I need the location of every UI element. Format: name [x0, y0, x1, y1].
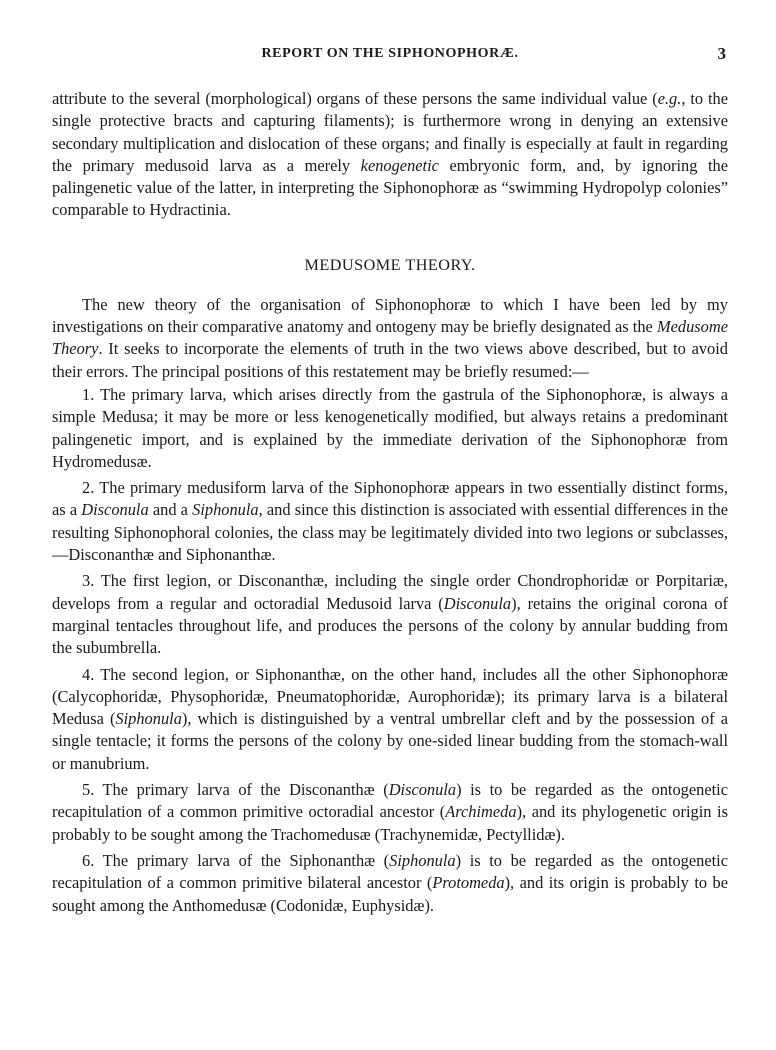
- running-head: [52, 40, 728, 66]
- position-1: 1. The primary larva, which arises directly from the gastrula of the Siphonophoræ, is always a simple Medusa; it may be more or less kenogenetically modified, but always retains a predominant palingenetic import, and is explained by the immediate derivation of the Siphonophoræ from Hydromedusæ.: [52, 384, 728, 471]
- page-number: 3: [717, 44, 726, 63]
- position-3: 3. The first legion, or Disconanthæ, including the single order Chondrophoridæ or Porpitariæ, develops from a regular and octoradial Medusoid larva (Disconula), retains the original corona of marginal tentacles throughout life, and produces the persons of the colony by annular budding from the subumbrella.: [52, 571, 728, 658]
- position-6: 6. The primary larva of the Siphonanthæ (Siphonula) is to be regarded as the ontogenetic recapitulation of a common primitive bilateral ancestor (Protomeda), and its origin is probably to be sought among the Anthomedusæ (Codonidæ, Euphysidæ).: [52, 850, 729, 915]
- page: [52, 40, 728, 917]
- position-4: 4. The second legion, or Siphonanthæ, on the other hand, includes all the other Siphonophoræ (Calycophoridæ, Physophoridæ, Pneumatophoridæ, Aurophoridæ); its primary larva is a bilateral Medusa (Siphonula), which is distinguished by a ventral umbrellar cleft and by the possession of a single tentacle; it forms the persons of the colony by one-sided linear budding from the stomach-wall or manubrium.: [52, 664, 728, 773]
- opening-paragraph: The new theory of the organisation of Siphonophoræ to which I have been led by my investigations on their comparative anatomy and ontogeny may be briefly designated as the Medusome Theory. It seeks to incorporate the elements of truth in the two views above described, but to avoid their errors. The principal positions of this restatement may be briefly resumed:—: [52, 294, 728, 381]
- position-2: 2. The primary medusiform larva of the Siphonophoræ appears in two essentially distinct forms, as a Disconula and a Siphonula, and since this distinction is associated with essential differences in the resulting Siphonophoral colonies, the class may be legitimately divided into two legions or subclasses,—Disconanthæ and Siphonanthæ.: [52, 478, 729, 565]
- intro-paragraph: attribute to the several (morphological) organs of these persons the same individual value (e.g., to the single protective bracts and capturing filaments); is furthermore wrong in denying an extensive secondary multiplication and dislocation of these organs; and finally is especially at fault in regarding the primary medusoid larva as a merely kenogenetic embryonic form, and, by ignoring the palingenetic value of the latter, in interpreting the Siphonophoræ as “swimming Hydropolyp colonies” comparable to Hydractinia.: [52, 89, 728, 220]
- running-title: REPORT ON THE SIPHONOPHORÆ.: [261, 46, 519, 61]
- position-5: 5. The primary larva of the Disconanthæ (Disconula) is to be regarded as the ontogenetic recapitulation of a common primitive octoradial ancestor (Archimeda), and its phylogenetic origin is probably to be sought among the Trachomedusæ (Trachynemidæ, Pectyllidæ).: [52, 780, 728, 844]
- section-heading: MEDUSOME THEORY.: [304, 255, 476, 274]
